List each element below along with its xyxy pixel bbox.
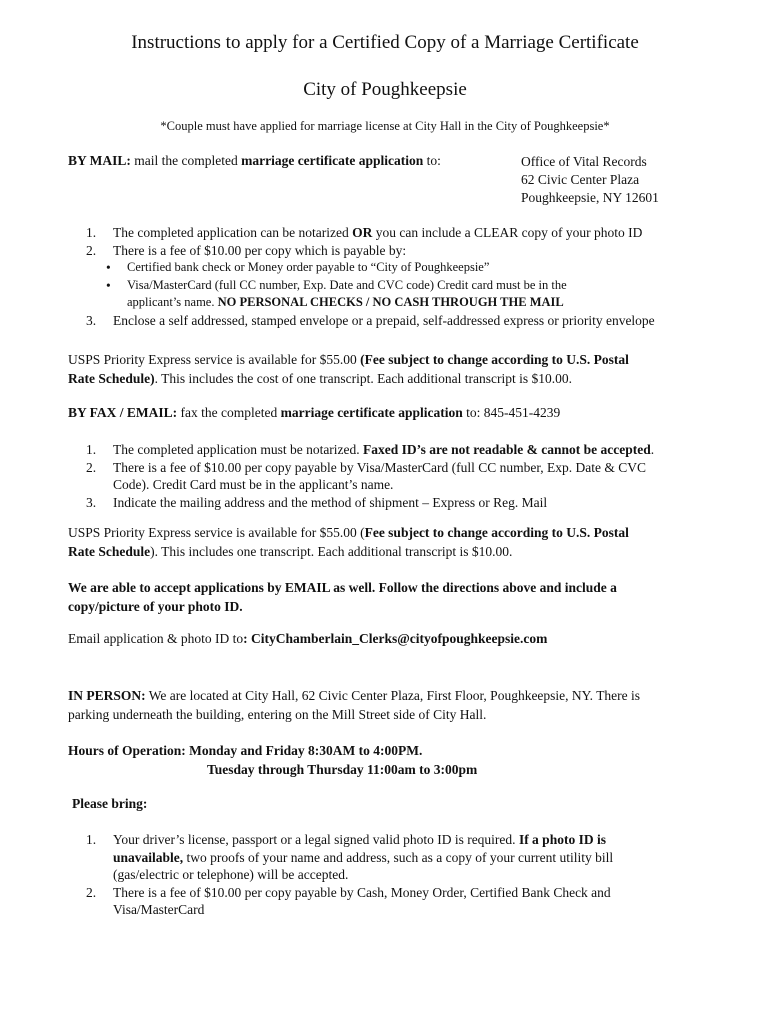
inperson-instruction: IN PERSON: We are located at City Hall, 62 Civic Center Plaza, First Floor, Poughkeepsie, NY. There is parking underneath the building, entering on the Mill Street side of City Hall. [68, 688, 641, 722]
mail-label: BY MAIL: [68, 153, 131, 168]
list-item: 1. The completed application must be notarized. Faxed ID’s are not readable & cannot be accepted. [86, 442, 655, 457]
list-item: 2. There is a fee of $10.00 per copy payable by Cash, Money Order, Certified Bank Check and Visa/MasterCard [86, 884, 611, 917]
city-name: City of Poughkeepsie [303, 79, 467, 100]
fax-usps-note: USPS Priority Express service is available for $55.00 (Fee subject to change according to U.S. Postal Rate Schedule). This includes one transcript. Each additional transcript is $10.00. [68, 525, 629, 559]
office-address: Office of Vital Records 62 Civic Center Plaza Poughkeepsie, NY 12601 [521, 154, 659, 205]
mail-instruction: BY MAIL: mail the completed marriage certificate application to: [68, 153, 441, 168]
list-item: • Visa/MasterCard (full CC number, Exp. Date and CVC code) Credit card must be in the applicant’s name. NO PERSONAL CHECKS / NO CASH THROUGH THE MAIL [106, 277, 736, 312]
couple-note: *Couple must have applied for marriage license at City Hall in the City of Poughkeepsie* [160, 119, 610, 133]
list-item: • Certified bank check or Money order payable to “City of Poughkeepsie” [106, 260, 490, 275]
please-bring-heading: Please bring: [72, 796, 148, 811]
list-item: 3. Indicate the mailing address and the method of shipment – Express or Reg. Mail [86, 494, 548, 510]
bring-list [86, 831, 736, 919]
fax-instruction: BY FAX / EMAIL: fax the completed marriage certificate application to: 845-451-4239 [68, 405, 561, 420]
hours-line-2: Tuesday through Thursday 11:00am to 3:00pm [207, 762, 478, 777]
fax-steps-list [86, 441, 736, 511]
list-item: 3. Enclose a self addressed, stamped envelope or a prepaid, self-addressed express or priority envelope [86, 312, 655, 328]
hours-of-operation: Hours of Operation: Monday and Friday 8:30AM to 4:00PM. [68, 743, 423, 758]
list-item: 2. There is a fee of $10.00 per copy payable by Visa/MasterCard (full CC number, Exp. Date & CVC Code). Credit Card must be in the applicant’s name. [86, 459, 647, 492]
mail-usps-note: USPS Priority Express service is available for $55.00 (Fee subject to change according to U.S. Postal Rate Schedule). This includes the cost of one transcript. Each additional transcript is $10.00. [68, 352, 629, 386]
list-item: 1. The completed application can be notarized OR you can include a CLEAR copy of your photo ID [86, 225, 643, 240]
email-instruction: Email application & photo ID to: CityChamberlain_Clerks@cityofpoughkeepsie.com [68, 631, 548, 646]
document-title: Instructions to apply for a Certified Copy of a Marriage Certificate [131, 32, 639, 53]
bullet-icon: • [106, 260, 111, 275]
email-note: We are able to accept applications by EMAIL as well. Follow the directions above and include a copy/picture of your photo ID. [68, 580, 617, 614]
inperson-label: IN PERSON: [68, 688, 146, 703]
bullet-icon: • [106, 277, 111, 293]
list-item: 2. There is a fee of $10.00 per copy which is payable by: [86, 242, 407, 258]
fax-label: BY FAX / EMAIL: [68, 405, 178, 420]
mail-steps-list [86, 224, 736, 329]
list-item: 1. Your driver’s license, passport or a legal signed valid photo ID is required. If a photo ID is unavailable, two proofs of your name and address, such as a copy of your current utility bill (gas/electric or telephone) will be accepted. [86, 832, 614, 882]
email-address: : CityChamberlain_Clerks@cityofpoughkeepsie.com [243, 631, 548, 646]
